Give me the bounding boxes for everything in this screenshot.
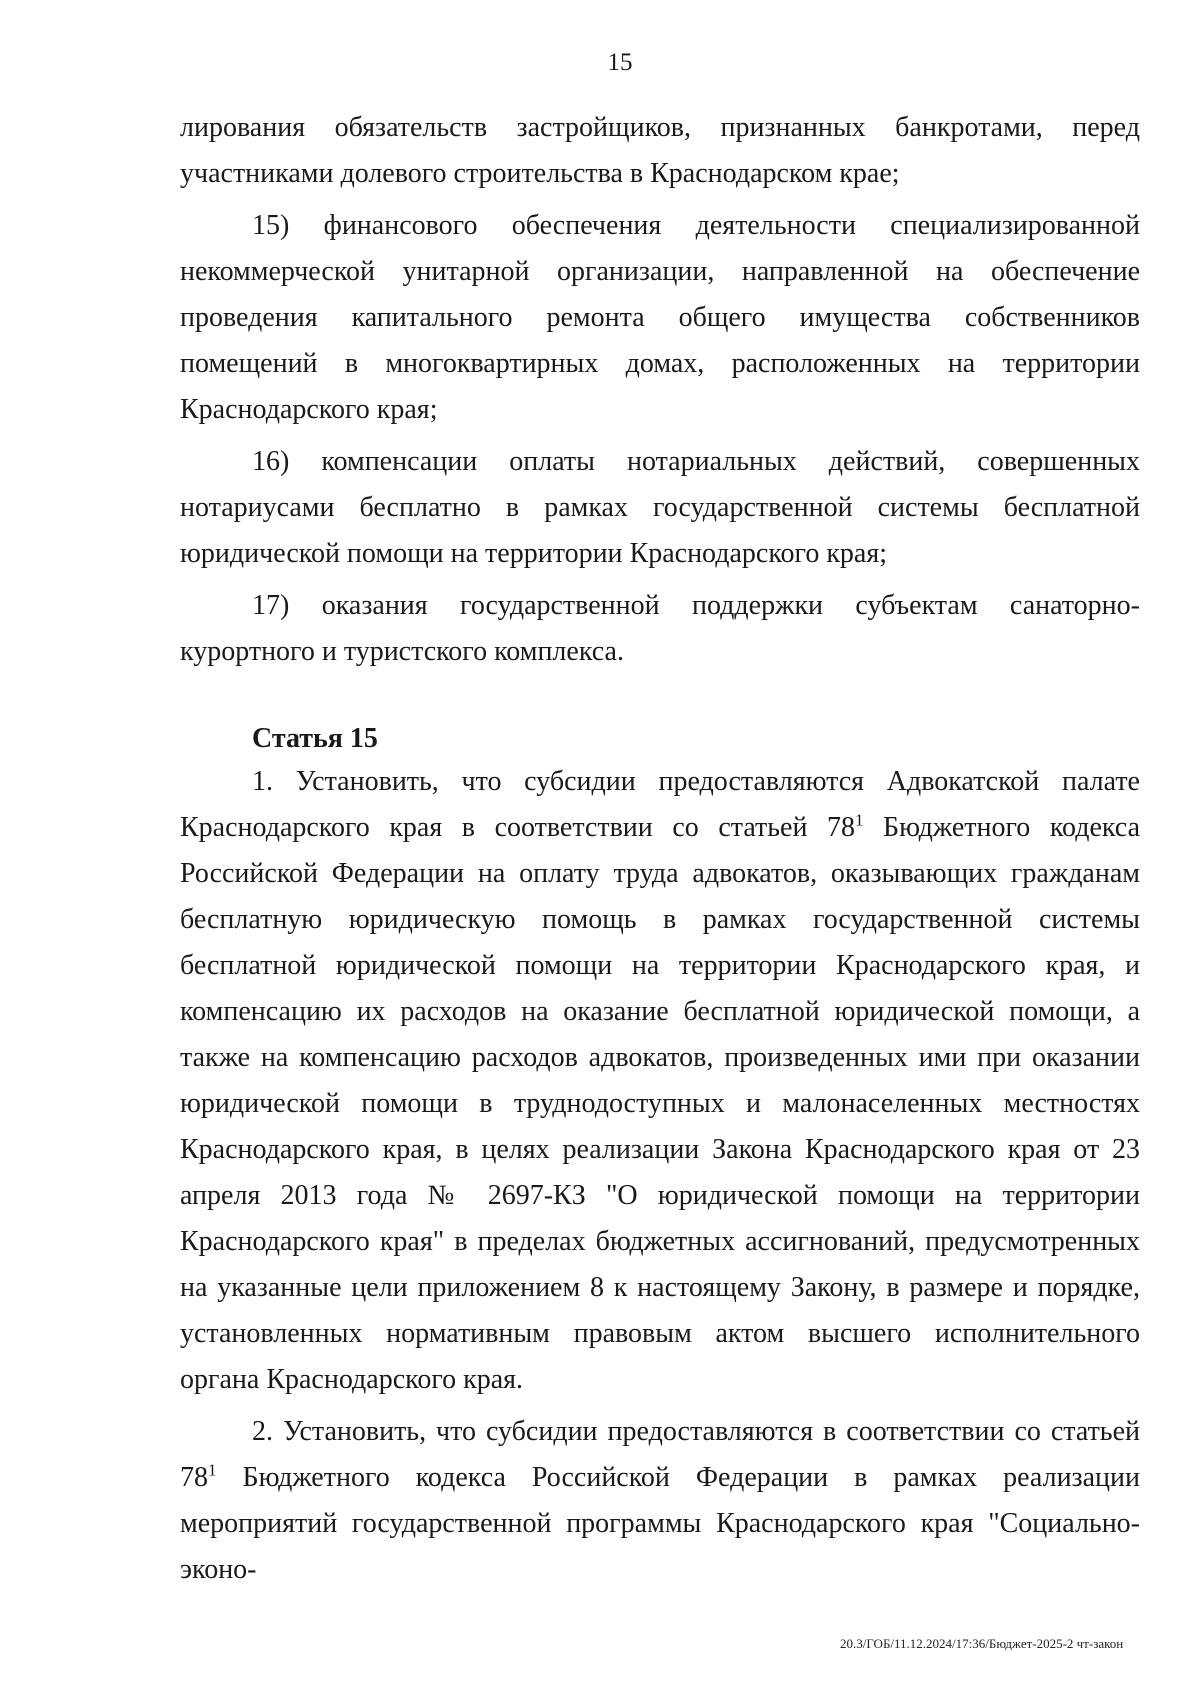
list-item-15: 15) финансового обеспечения деятельности специализированной некоммерческой унитарной организации, направленной на обеспечение проведения капитального ремонта общего имущества собственников помещений в многоквартирных домах, расположенных на территории Краснодарского края;	[180, 210, 1140, 425]
article-heading: Статья 15	[252, 723, 378, 754]
superscript-marker: 1	[208, 1460, 217, 1480]
paragraph-continuation: лирования обязательств застройщиков, признанных банкротами, перед участниками долевого строительства в Краснодарском крае;	[180, 112, 1140, 189]
article-paragraph-2	[180, 1409, 1140, 1593]
paragraph-1-text-a: 1. Установить, что субсидии предоставляются Адвокатской палате Краснодарского края в соответствии со статьей 78	[180, 766, 1140, 843]
paragraph-1-text-b: Бюджетного кодекса Российской Федерации на оплату труда адвокатов, оказывающих гражданам бесплатную юридическую помощь в рамках государственной системы бесплатной юридической помощи на территории Краснодарского края, и компенсацию их расходов на оказание бесплатной юридической помощи, а также на компенсацию расходов адвокатов, произведенных ими при оказании юридической помощи в труднодоступных и малонаселенных местностях Краснодарского края, в целях реализации Закона Краснодарского края от 23 апреля 2013 года № 2697-КЗ "О юридической помощи на территории Краснодарского края" в пределах бюджетных ассигнований, предусмотренных на указанные цели приложением 8 к настоящему Закону, в размере и порядке, установленных нормативным правовым актом высшего исполнительного органа Краснодарского края.	[180, 812, 1140, 1395]
page-number: 15	[607, 49, 633, 76]
list-item-17: 17) оказания государственной поддержки субъектам санаторно-курортного и туристского комплекса.	[180, 590, 1140, 667]
paragraph-2-text-a: 2. Установить, что субсидии предоставляются в соответствии со статьей 78	[180, 1416, 1140, 1493]
document-body	[180, 105, 1140, 1599]
paragraph-2-text-b: Бюджетного кодекса Российской Федерации в рамках реализации мероприятий государственной программы Краснодарского края "Социально-эконо-	[180, 1462, 1140, 1585]
superscript-marker: 1	[855, 810, 864, 830]
footer-stamp: 20.3/ГОБ/11.12.2024/17:36/Бюджет-2025-2 чт-закон	[840, 1636, 1124, 1651]
article-paragraph-1	[180, 759, 1140, 1403]
list-item-16: 16) компенсации оплаты нотариальных действий, совершенных нотариусами бесплатно в рамках государственной системы бесплатной юридической помощи на территории Краснодарского края;	[180, 446, 1140, 569]
